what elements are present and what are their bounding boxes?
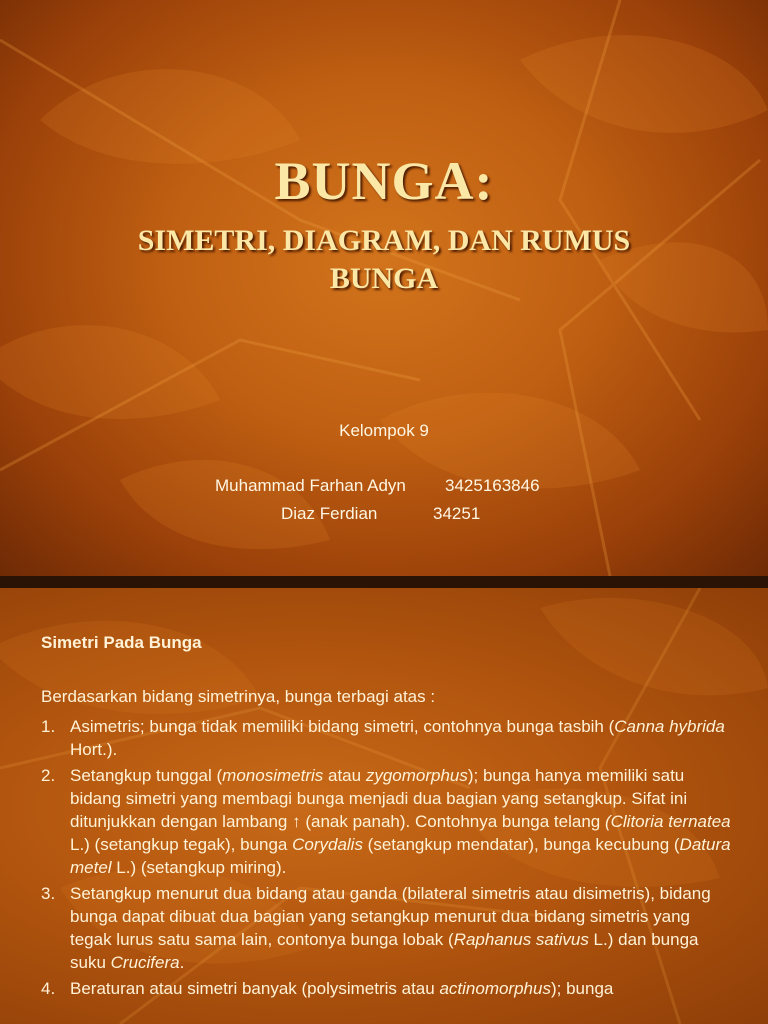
text-run: (setangkup mendatar), bunga kecubung ( bbox=[362, 835, 680, 854]
list-item bbox=[41, 882, 731, 974]
intro-text: Berdasarkan bidang simetrinya, bunga terbagi atas : bbox=[41, 687, 436, 706]
list-text bbox=[70, 766, 731, 877]
list-item bbox=[41, 764, 731, 879]
list-item bbox=[41, 977, 731, 1000]
list-text bbox=[70, 979, 613, 998]
text-run: atau bbox=[323, 766, 366, 785]
slide-title: BUNGA: bbox=[274, 151, 494, 211]
list-number: 4. bbox=[41, 979, 56, 998]
text-run: . bbox=[179, 953, 185, 972]
italic-term: (Clitoria ternatea bbox=[604, 812, 731, 831]
list-number: 3. bbox=[41, 884, 56, 903]
list-text bbox=[70, 884, 711, 972]
subtitle-line: SIMETRI, DIAGRAM, DAN RUMUS bbox=[137, 224, 631, 257]
italic-term: Datura metel bbox=[70, 835, 731, 877]
italic-term: actinomorphus bbox=[439, 979, 551, 998]
italic-term: monosimetris bbox=[222, 766, 324, 785]
text-run: L.) (setangkup tegak), bunga bbox=[70, 835, 293, 854]
text-run: Asimetris; bunga tidak memiliki bidang simetri, contohnya bunga tasbih ( bbox=[70, 717, 615, 736]
list-item bbox=[41, 715, 731, 761]
text-run: ); bunga bbox=[550, 979, 614, 998]
member-name: Muhammad Farhan Adyn bbox=[215, 476, 406, 495]
member-id: 3425163846 bbox=[445, 476, 540, 495]
list-number: 1. bbox=[41, 717, 56, 736]
list-number: 2. bbox=[41, 766, 56, 785]
slide-subtitle bbox=[0, 222, 768, 298]
italic-term: zygomorphus bbox=[365, 766, 468, 785]
italic-term: Crucifera bbox=[110, 953, 180, 972]
text-run: ); bunga hanya memiliki satu bidang simetri yang membagi bunga menjadi dua bagian yang setangkup. Sifat ini ditunjukkan dengan lambang ↑ (anak panah). Contohnya bunga telang bbox=[70, 766, 688, 831]
symmetry-list bbox=[41, 715, 731, 1003]
text-run: L.) (setangkup miring). bbox=[111, 858, 287, 877]
text-run: Setangkup menurut dua bidang atau ganda (bilateral simetris atau disimetris), bidang bunga dapat dibuat dua bagian yang setangkup menurut dua bidang simetris yang tegak lurus satu sama lain, contonya bunga lobak ( bbox=[70, 884, 711, 949]
group-label: Kelompok 9 bbox=[339, 421, 429, 440]
text-run: Setangkup tunggal ( bbox=[70, 766, 223, 785]
text-run: Beraturan atau simetri banyak (polysimetris atau bbox=[70, 979, 440, 998]
list-text bbox=[70, 717, 725, 759]
text-run: L.) dan bunga suku bbox=[70, 930, 699, 972]
italic-term: Corydalis bbox=[292, 835, 363, 854]
subtitle-line: BUNGA bbox=[329, 262, 439, 295]
text-run: Hort.). bbox=[70, 740, 118, 759]
member-name: Diaz Ferdian bbox=[281, 504, 378, 523]
section-heading: Simetri Pada Bunga bbox=[41, 633, 202, 652]
italic-term: Raphanus sativus bbox=[453, 930, 589, 949]
italic-term: Canna hybrida bbox=[614, 717, 725, 736]
content-slide bbox=[0, 588, 768, 1024]
member-id: 34251 bbox=[433, 504, 481, 523]
